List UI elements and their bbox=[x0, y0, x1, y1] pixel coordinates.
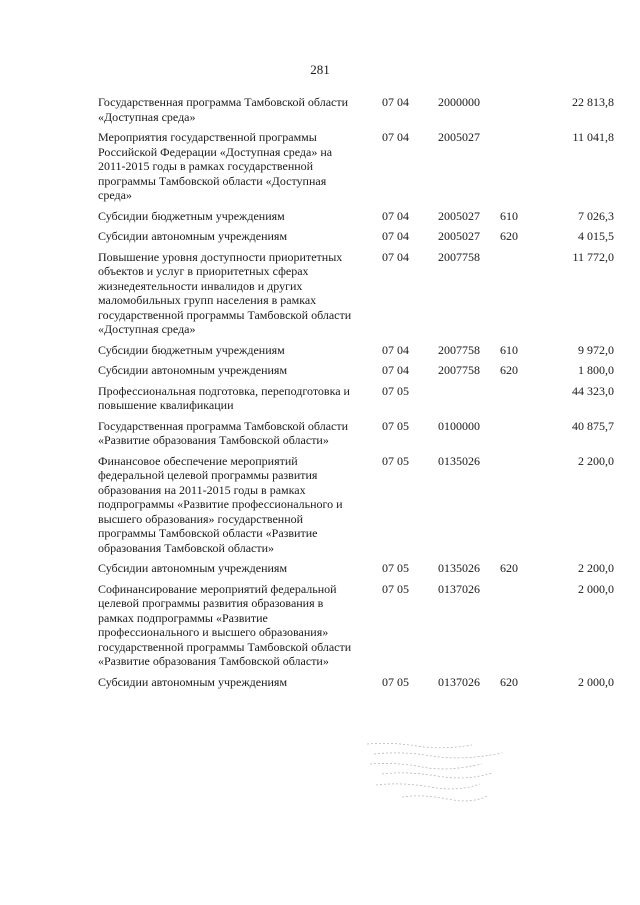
row-expense-type-code bbox=[500, 250, 534, 343]
row-name: Профессиональная подготовка, переподготовка и повышение квалификации bbox=[98, 383, 350, 412]
row-name: Субсидии бюджетным учреждениям bbox=[98, 208, 285, 223]
row-target-article-code: 2007758 bbox=[438, 363, 480, 377]
stamp-scribble-icon bbox=[362, 740, 512, 810]
row-name: Субсидии автономным учреждениям bbox=[98, 363, 288, 377]
faint-stamp-marks bbox=[362, 740, 512, 810]
row-expense-type-code: 620 bbox=[500, 674, 518, 689]
table-row bbox=[98, 229, 614, 250]
row-section-code: 07 05 bbox=[382, 418, 409, 433]
row-target-article-code: 0137026 bbox=[438, 674, 480, 689]
row-expense-type-code bbox=[500, 582, 534, 675]
row-target-article-code: 2000000 bbox=[438, 95, 480, 109]
row-expense-type-code: 620 bbox=[500, 561, 518, 575]
row-name: Финансовое обеспечение мероприятий федеральной целевой программы развития образования на 2011-2015 годы в рамках подпрограммы «Развитие профессионального и высшего образования» государственной программы Тамбовской области «Развитие образования Тамбовской области» bbox=[98, 453, 343, 555]
row-target-article-code: 2007758 bbox=[438, 342, 480, 357]
row-section-code: 07 05 bbox=[382, 383, 409, 398]
row-section-code: 07 04 bbox=[382, 229, 409, 243]
row-amount: 11 041,8 bbox=[572, 130, 614, 144]
table-row bbox=[98, 454, 614, 562]
row-section-code: 07 05 bbox=[382, 674, 409, 689]
table-row bbox=[98, 209, 614, 230]
row-section-code: 07 04 bbox=[382, 249, 409, 264]
row-target-article-code: 0135026 bbox=[438, 561, 480, 575]
table-row bbox=[98, 363, 614, 384]
row-target-article-code: 2007758 bbox=[438, 249, 480, 264]
row-section-code: 07 04 bbox=[382, 130, 409, 144]
table-row bbox=[98, 130, 614, 209]
row-name: Субсидии автономным учреждениям bbox=[98, 229, 288, 243]
row-name: Софинансирование мероприятий федеральной целевой программы развития образования в рамках подпрограммы «Развитие профессионального и высшего образования» государственной программы Тамбовской области «Развитие образования Тамбовской области» bbox=[98, 581, 352, 668]
row-expense-type-code: 610 bbox=[500, 342, 518, 357]
row-amount: 22 813,8 bbox=[572, 95, 614, 109]
row-name: Государственная программа Тамбовской области «Доступная среда» bbox=[98, 95, 349, 124]
row-name: Мероприятия государственной программы Российской Федерации «Доступная среда» на 2011-2015 годы в рамках государственной программы Тамбовской области «Доступная среда» bbox=[98, 130, 333, 202]
row-section-code: 07 05 bbox=[382, 453, 409, 468]
table-row bbox=[98, 384, 614, 419]
row-section-code: 07 04 bbox=[382, 208, 409, 223]
row-name: Субсидии автономным учреждениям bbox=[98, 561, 288, 575]
row-section-code: 07 05 bbox=[382, 581, 409, 596]
row-amount: 40 875,7 bbox=[572, 418, 614, 433]
table-row bbox=[98, 419, 614, 454]
row-amount: 4 015,5 bbox=[578, 229, 614, 243]
table-row bbox=[98, 561, 614, 582]
row-target-article-code: 2005027 bbox=[438, 208, 480, 223]
budget-table bbox=[98, 95, 614, 695]
row-expense-type-code bbox=[500, 384, 534, 419]
row-amount: 7 026,3 bbox=[578, 208, 614, 223]
row-expense-type-code: 610 bbox=[500, 208, 518, 223]
row-amount: 2 000,0 bbox=[578, 581, 614, 596]
row-expense-type-code bbox=[500, 130, 534, 209]
row-amount: 11 772,0 bbox=[572, 249, 614, 264]
row-target-article-code: 0135026 bbox=[438, 453, 480, 468]
row-section-code: 07 04 bbox=[382, 95, 409, 109]
row-name: Субсидии бюджетным учреждениям bbox=[98, 342, 285, 357]
table-row bbox=[98, 343, 614, 364]
table-row bbox=[98, 582, 614, 675]
row-target-article-code: 2005027 bbox=[438, 229, 480, 243]
table-row bbox=[98, 250, 614, 343]
page-number: 281 bbox=[310, 62, 330, 77]
row-amount: 2 000,0 bbox=[578, 674, 614, 689]
row-target-article-code: 0100000 bbox=[438, 418, 480, 433]
row-name: Государственная программа Тамбовской области «Развитие образования Тамбовской области» bbox=[98, 418, 349, 447]
row-expense-type-code: 620 bbox=[500, 229, 518, 243]
row-target-article-code: 0137026 bbox=[438, 581, 480, 596]
row-section-code: 07 04 bbox=[382, 363, 409, 377]
row-target-article-code: 2005027 bbox=[438, 130, 480, 144]
row-expense-type-code bbox=[500, 95, 534, 130]
row-expense-type-code bbox=[500, 419, 534, 454]
row-expense-type-code bbox=[500, 454, 534, 562]
row-section-code: 07 05 bbox=[382, 561, 409, 575]
row-amount: 2 200,0 bbox=[578, 453, 614, 468]
row-amount: 44 323,0 bbox=[572, 383, 614, 398]
table-row bbox=[98, 675, 614, 696]
table-row bbox=[98, 95, 614, 130]
row-target-article-code bbox=[438, 384, 500, 419]
row-name: Субсидии автономным учреждениям bbox=[98, 674, 288, 689]
row-expense-type-code: 620 bbox=[500, 363, 518, 377]
row-section-code: 07 04 bbox=[382, 342, 409, 357]
row-name: Повышение уровня доступности приоритетных объектов и услуг в приоритетных сферах жизнедеятельности инвалидов и других маломобильных групп населения в рамках государственной программы Тамбовской области «Доступная среда» bbox=[98, 249, 352, 336]
row-amount: 2 200,0 bbox=[578, 561, 614, 575]
row-amount: 9 972,0 bbox=[578, 342, 614, 357]
row-amount: 1 800,0 bbox=[578, 363, 614, 377]
